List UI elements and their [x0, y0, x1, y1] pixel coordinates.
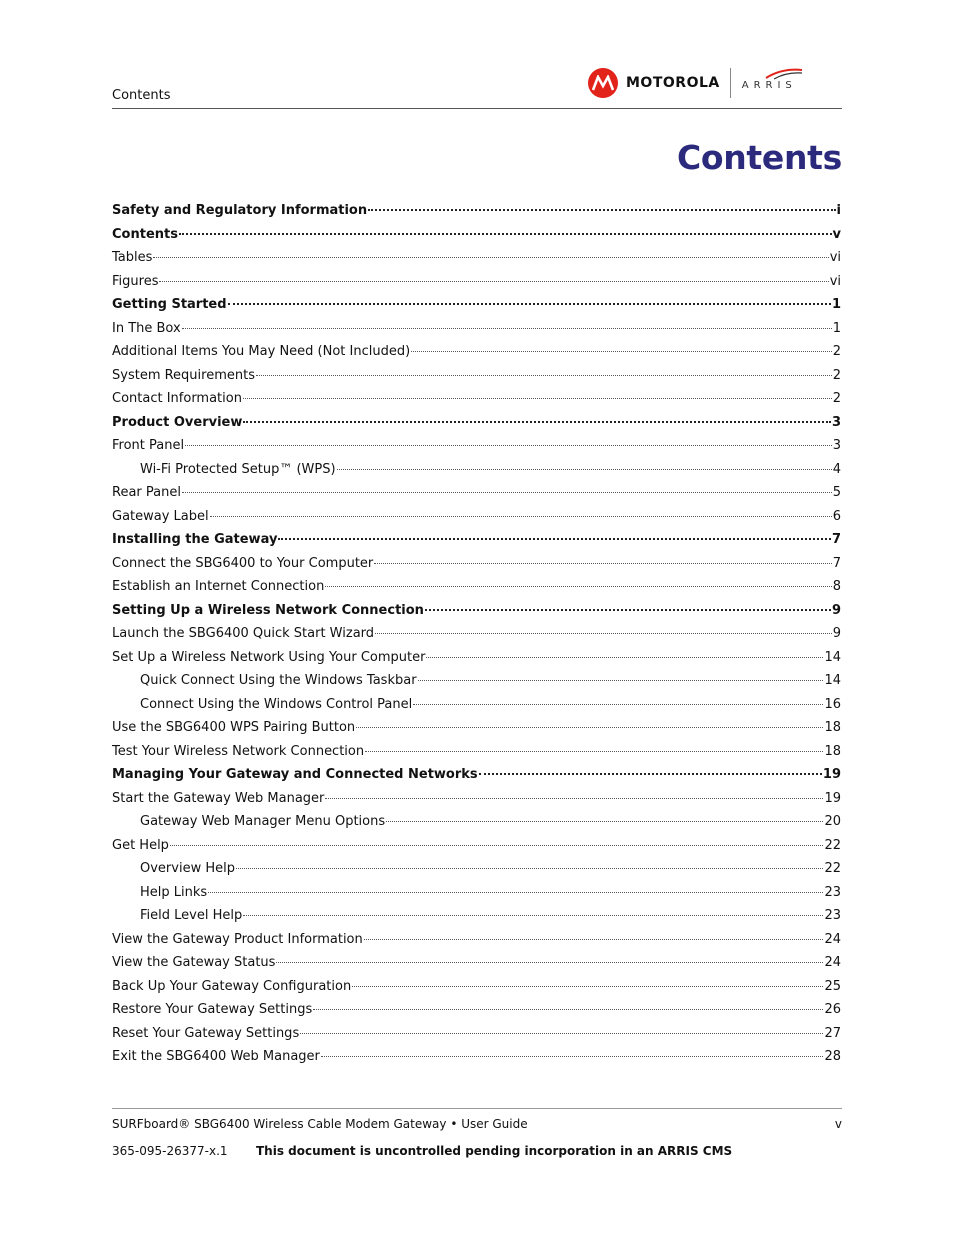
toc-dot-leader — [243, 915, 823, 916]
toc-entry-page: 23 — [824, 884, 841, 900]
toc-entry[interactable] — [112, 697, 841, 721]
toc-entry-title: Start the Gateway Web Manager — [112, 790, 325, 806]
toc-dot-leader — [364, 939, 824, 940]
toc-entry-page: 9 — [831, 602, 841, 618]
toc-entry[interactable] — [112, 250, 841, 274]
toc-entry-page: 5 — [832, 485, 841, 500]
toc-entry[interactable] — [112, 344, 841, 368]
toc-entry-page: 18 — [824, 743, 841, 759]
toc-entry[interactable] — [112, 603, 841, 627]
toc-entry[interactable] — [112, 838, 841, 862]
toc-entry[interactable] — [112, 767, 841, 791]
toc-dot-leader — [243, 398, 832, 399]
toc-entry-page: vi — [829, 250, 841, 265]
toc-entry-title: Additional Items You May Need (Not Included) — [112, 344, 411, 359]
toc-dot-leader — [418, 680, 824, 681]
toc-entry-page: 24 — [824, 931, 841, 947]
toc-dot-leader — [426, 657, 823, 658]
toc-entry-title: System Requirements — [112, 367, 255, 383]
toc-entry-title: Help Links — [140, 884, 208, 900]
footer-divider — [112, 1108, 842, 1109]
toc-entry-page: 19 — [822, 767, 841, 782]
toc-entry-page: 7 — [831, 532, 841, 547]
toc-dot-leader — [256, 375, 832, 376]
toc-dot-leader — [153, 257, 828, 258]
toc-entry[interactable] — [112, 979, 841, 1003]
toc-dot-leader — [413, 704, 823, 705]
toc-entry[interactable] — [112, 462, 841, 486]
toc-dot-leader — [425, 609, 831, 611]
toc-dot-leader — [210, 516, 832, 517]
toc-entry-title: Rear Panel — [112, 485, 181, 500]
toc-entry-page: 27 — [824, 1025, 841, 1041]
toc-entry[interactable] — [112, 1026, 841, 1050]
footer-document-number: 365-095-26377-x.1 — [112, 1144, 228, 1158]
toc-entry[interactable] — [112, 814, 841, 838]
toc-entry[interactable] — [112, 203, 841, 227]
toc-entry-page: 25 — [824, 978, 841, 994]
toc-entry-page: 2 — [832, 367, 841, 383]
toc-entry[interactable] — [112, 297, 841, 321]
arris-logo — [742, 68, 804, 98]
toc-entry-page: 4 — [832, 461, 841, 477]
toc-entry[interactable] — [112, 579, 841, 603]
toc-entry[interactable] — [112, 791, 841, 815]
toc-dot-leader — [352, 986, 823, 987]
toc-entry-title: Managing Your Gateway and Connected Networks — [112, 767, 478, 782]
table-of-contents — [112, 203, 841, 1073]
footer-page-number: v — [834, 1117, 842, 1131]
toc-entry[interactable] — [112, 368, 841, 392]
toc-dot-leader — [375, 633, 832, 634]
toc-entry-page: 14 — [824, 673, 841, 688]
toc-entry-title: Use the SBG6400 WPS Pairing Button — [112, 720, 356, 735]
toc-dot-leader — [325, 798, 823, 799]
toc-entry-page: 22 — [824, 837, 841, 853]
toc-dot-leader — [374, 563, 831, 564]
toc-dot-leader — [179, 233, 832, 235]
toc-entry-title: Figures — [112, 273, 159, 289]
toc-entry-title: Exit the SBG6400 Web Manager — [112, 1049, 320, 1064]
toc-entry[interactable] — [112, 415, 841, 439]
toc-entry[interactable] — [112, 556, 841, 580]
toc-entry[interactable] — [112, 1049, 841, 1073]
toc-entry[interactable] — [112, 227, 841, 251]
toc-entry-title: Tables — [112, 250, 153, 265]
toc-dot-leader — [159, 281, 828, 282]
toc-entry-page: 1 — [832, 320, 841, 336]
toc-entry-page: 26 — [824, 1002, 841, 1017]
toc-entry[interactable] — [112, 673, 841, 697]
toc-entry-page: vi — [829, 273, 841, 289]
toc-dot-leader — [276, 962, 823, 963]
toc-entry-title: Connect the SBG6400 to Your Computer — [112, 555, 374, 571]
toc-dot-leader — [313, 1009, 823, 1010]
toc-entry-page: 20 — [824, 814, 841, 829]
toc-entry-title: View the Gateway Status — [112, 955, 276, 970]
toc-entry-title: Establish an Internet Connection — [112, 579, 325, 594]
toc-entry-title: Set Up a Wireless Network Using Your Computer — [112, 649, 426, 665]
toc-entry-title: Wi-Fi Protected Setup™ (WPS) — [140, 461, 336, 477]
toc-entry-page: 3 — [832, 438, 841, 453]
toc-entry-title: Safety and Regulatory Information — [112, 203, 368, 218]
toc-entry-page: 16 — [824, 696, 841, 712]
toc-entry-title: Restore Your Gateway Settings — [112, 1002, 313, 1017]
toc-entry-page: 3 — [831, 414, 841, 430]
header-divider — [112, 108, 842, 109]
toc-entry[interactable] — [112, 955, 841, 979]
toc-entry-title: Setting Up a Wireless Network Connection — [112, 602, 424, 618]
toc-entry-title: Connect Using the Windows Control Panel — [140, 696, 413, 712]
toc-entry-page: 14 — [824, 649, 841, 665]
toc-entry-title: Product Overview — [112, 414, 243, 430]
toc-dot-leader — [386, 821, 823, 822]
toc-entry[interactable] — [112, 885, 841, 909]
arris-wordmark: ARRIS — [741, 80, 797, 91]
motorola-arris-logo — [588, 64, 804, 102]
motorola-batwing-icon — [588, 68, 618, 98]
logo-divider — [730, 68, 731, 98]
toc-entry[interactable] — [112, 744, 841, 768]
toc-entry[interactable] — [112, 485, 841, 509]
toc-entry[interactable] — [112, 391, 841, 415]
toc-entry-page: 2 — [832, 391, 841, 406]
toc-dot-leader — [368, 209, 835, 211]
toc-dot-leader — [325, 586, 831, 587]
footer-notice: This document is uncontrolled pending incorporation in an ARRIS CMS — [256, 1144, 733, 1158]
toc-dot-leader — [228, 303, 831, 305]
toc-entry-page: 7 — [832, 555, 841, 571]
toc-dot-leader — [356, 727, 823, 728]
toc-entry-title: Back Up Your Gateway Configuration — [112, 978, 352, 994]
toc-entry-title: View the Gateway Product Information — [112, 931, 363, 947]
toc-entry-title: Test Your Wireless Network Connection — [112, 743, 365, 759]
toc-dot-leader — [236, 868, 823, 869]
toc-entry[interactable] — [112, 509, 841, 533]
toc-entry[interactable] — [112, 1002, 841, 1026]
toc-dot-leader — [185, 445, 832, 446]
toc-dot-leader — [182, 328, 832, 329]
toc-entry-page: i — [836, 203, 841, 218]
toc-dot-leader — [365, 751, 823, 752]
toc-dot-leader — [278, 538, 831, 540]
toc-entry[interactable] — [112, 321, 841, 345]
toc-entry[interactable] — [112, 274, 841, 298]
toc-entry[interactable] — [112, 861, 841, 885]
toc-entry-title: Gateway Label — [112, 508, 209, 524]
toc-entry-title: Launch the SBG6400 Quick Start Wizard — [112, 626, 375, 641]
toc-entry-title: Quick Connect Using the Windows Taskbar — [140, 673, 417, 688]
toc-entry-page: v — [832, 226, 841, 242]
toc-dot-leader — [182, 492, 832, 493]
page-title: Contents — [676, 138, 842, 177]
toc-entry-title: Field Level Help — [140, 908, 243, 923]
toc-entry-title: Front Panel — [112, 438, 185, 453]
toc-entry[interactable] — [112, 932, 841, 956]
toc-entry-page: 9 — [832, 626, 841, 641]
toc-entry[interactable] — [112, 720, 841, 744]
toc-entry[interactable] — [112, 626, 841, 650]
toc-entry-title: Installing the Gateway — [112, 532, 278, 547]
arris-swoosh-icon — [764, 68, 804, 80]
toc-entry-title: Reset Your Gateway Settings — [112, 1025, 300, 1041]
toc-dot-leader — [170, 845, 824, 846]
toc-dot-leader — [243, 421, 831, 423]
toc-entry-page: 23 — [824, 908, 841, 923]
toc-entry[interactable] — [112, 650, 841, 674]
toc-entry-page: 8 — [832, 579, 841, 594]
motorola-wordmark: MOTOROLA — [626, 75, 720, 91]
toc-entry-page: 22 — [824, 861, 841, 876]
toc-entry-page: 19 — [824, 790, 841, 806]
toc-entry-page: 18 — [824, 720, 841, 735]
toc-entry-page: 2 — [832, 344, 841, 359]
footer-product-title: SURFboard® SBG6400 Wireless Cable Modem Gateway • User Guide — [112, 1117, 528, 1131]
toc-entry[interactable] — [112, 908, 841, 932]
toc-entry-title: Overview Help — [140, 861, 235, 876]
toc-entry-page: 24 — [824, 955, 841, 970]
toc-entry-title: In The Box — [112, 320, 181, 336]
toc-entry-page: 6 — [832, 508, 841, 524]
toc-dot-leader — [337, 469, 832, 470]
toc-dot-leader — [300, 1033, 823, 1034]
toc-dot-leader — [479, 773, 822, 775]
toc-entry-title: Get Help — [112, 837, 169, 853]
header-section-label: Contents — [112, 88, 171, 103]
toc-dot-leader — [208, 892, 823, 893]
toc-entry-title: Contact Information — [112, 391, 242, 406]
toc-entry[interactable] — [112, 532, 841, 556]
toc-entry[interactable] — [112, 438, 841, 462]
toc-entry-title: Contents — [112, 226, 178, 242]
toc-dot-leader — [321, 1056, 824, 1057]
toc-entry-page: 28 — [824, 1049, 841, 1064]
toc-entry-title: Gateway Web Manager Menu Options — [140, 814, 386, 829]
toc-dot-leader — [411, 351, 832, 352]
toc-entry-page: 1 — [831, 297, 841, 312]
toc-entry-title: Getting Started — [112, 297, 227, 312]
